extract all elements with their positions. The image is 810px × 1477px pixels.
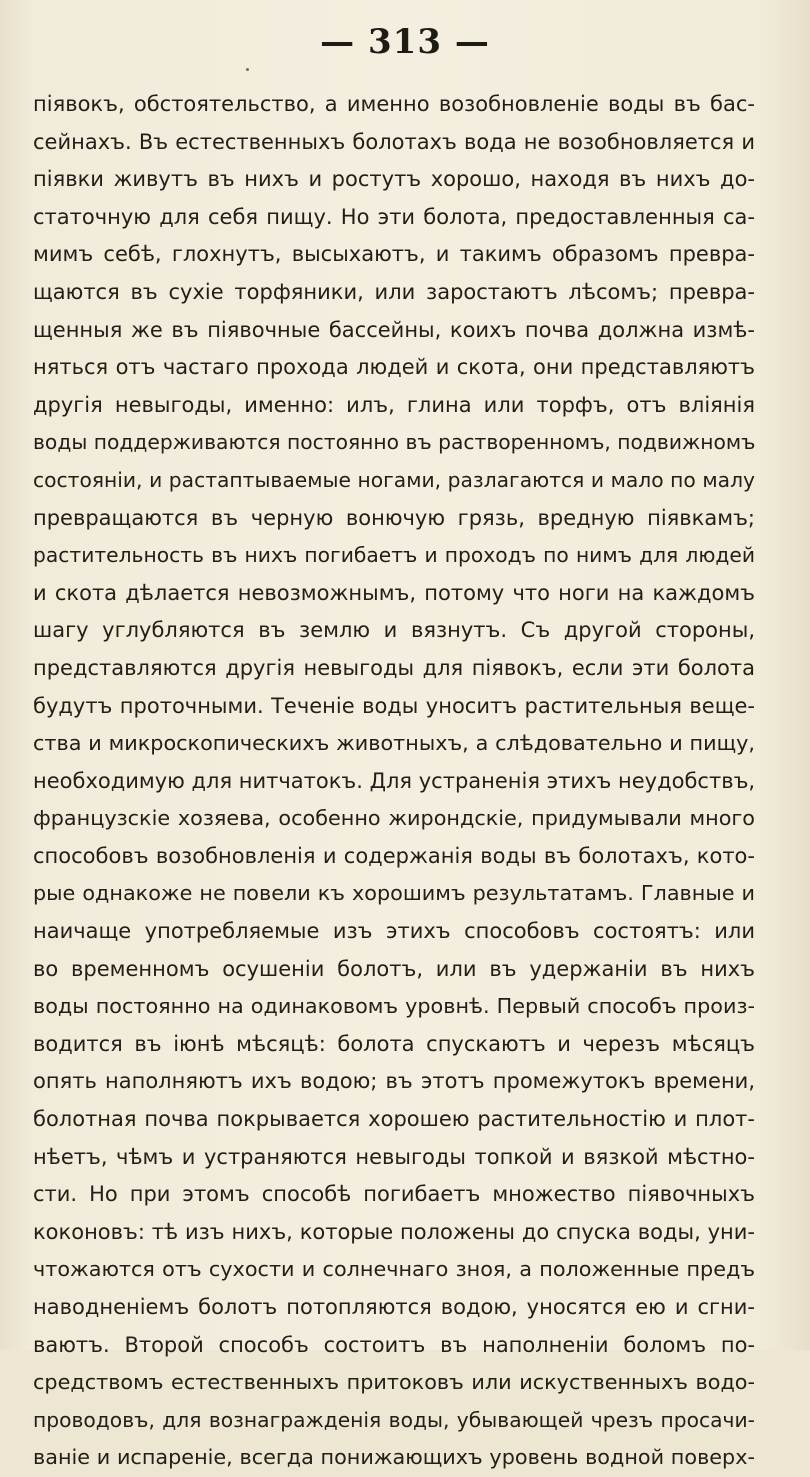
text-line: ваніе и испареніе, всегда понижающихъ уровень водной поверх- bbox=[33, 1445, 755, 1470]
paper-speck bbox=[246, 68, 249, 71]
text-line: щаются въ сухіе торфяники, или заростаютъ лѣсомъ; превра- bbox=[33, 279, 755, 304]
text-line: піявокъ, обстоятельство, а именно возобновленіе воды въ бас- bbox=[33, 92, 755, 116]
text-line: рые однакоже не повели къ хорошимъ результатамъ. Главные и bbox=[33, 881, 755, 906]
text-line: мимъ себѣ, глохнутъ, высыхаютъ, и такимъ образомъ превра- bbox=[33, 242, 755, 267]
text-line: сейнахъ. Въ естественныхъ болотахъ вода не возобновляется и bbox=[33, 129, 755, 154]
text-line: ства и микроскопическихъ животныхъ, а слѣдовательно и пищу, bbox=[33, 731, 755, 756]
text-line: растительность въ нихъ погибаетъ и проходъ по нимъ для людей bbox=[33, 543, 755, 568]
text-line: наичаще употребляемые изъ этихъ способовъ состоятъ: или bbox=[33, 919, 755, 944]
text-line: болотная почва покрывается хорошею растительностію и плот- bbox=[33, 1107, 755, 1132]
text-line: піявки живутъ въ нихъ и ростутъ хорошо, находя въ нихъ до- bbox=[33, 167, 755, 192]
text-line: проводовъ, для вознагражденія воды, убывающей чрезъ просачи- bbox=[33, 1407, 755, 1432]
text-line: няться отъ частаго прохода людей и скота, они представляютъ bbox=[33, 355, 755, 380]
text-line: коконовъ: тѣ изъ нихъ, которые положены до спуска воды, уни- bbox=[33, 1219, 755, 1244]
text-line: представляются другія невыгоды для піявокъ, если эти болота bbox=[33, 655, 755, 680]
text-line: состояніи, и растаптываемые ногами, разлагаются и мало по малу bbox=[33, 467, 755, 492]
text-line: нѣетъ, чѣмъ и устраняются невыгоды топкой и вязкой мѣстно- bbox=[33, 1144, 755, 1169]
page-number: — 313 — bbox=[320, 22, 490, 62]
text-line: ваютъ. Второй способъ состоитъ въ наполненіи боломъ по- bbox=[33, 1332, 755, 1357]
text-line: способовъ возобновленія и содержанія воды въ болотахъ, кото- bbox=[33, 843, 755, 868]
text-line: водится въ іюнѣ мѣсяцѣ: болота спускаютъ и черезъ мѣсяцъ bbox=[33, 1031, 755, 1056]
text-line: французскіе хозяева, особенно жирондскіе, придумывали много bbox=[33, 806, 755, 831]
text-line: опять наполняютъ ихъ водою; въ этотъ промежутокъ времени, bbox=[33, 1069, 755, 1094]
text-line: наводненіемъ болотъ потопляются водою, уносятся ею и сгни- bbox=[33, 1295, 755, 1319]
text-line: статочную для себя пищу. Но эти болота, предоставленныя са- bbox=[33, 204, 755, 229]
body-text bbox=[33, 86, 755, 1477]
text-line: и скота дѣлается невозможнымъ, потому что ноги на каждомъ bbox=[33, 580, 755, 605]
text-line: средствомъ естественныхъ притоковъ или искуственныхъ водо- bbox=[33, 1370, 755, 1395]
text-line: воды поддерживаются постоянно въ растворенномъ, подвижномъ bbox=[33, 430, 755, 455]
text-line: шагу углубляются въ землю и вязнутъ. Съ другой стороны, bbox=[33, 618, 755, 643]
text-line: во временномъ осушеніи болотъ, или въ удержаніи въ нихъ bbox=[33, 956, 755, 981]
text-line: чтожаются отъ сухости и солнечнаго зноя, а положенные предъ bbox=[33, 1257, 755, 1282]
text-line: сти. Но при этомъ способѣ погибаетъ множество піявочныхъ bbox=[33, 1182, 755, 1207]
text-line: щенныя же въ піявочные бассейны, коихъ почва должна измѣ- bbox=[33, 317, 755, 342]
text-line: будутъ проточными. Теченіе воды уноситъ растительныя веще- bbox=[33, 693, 755, 718]
text-line: другія невыгоды, именно: илъ, глина или торфъ, отъ вліянія bbox=[33, 392, 755, 417]
text-line: превращаются въ черную вонючую грязь, вредную піявкамъ; bbox=[33, 505, 755, 530]
text-line: воды постоянно на одинаковомъ уровнѣ. Первый способъ произ- bbox=[33, 994, 755, 1019]
text-line: необходимую для нитчатокъ. Для устраненія этихъ неудобствъ, bbox=[33, 768, 755, 793]
